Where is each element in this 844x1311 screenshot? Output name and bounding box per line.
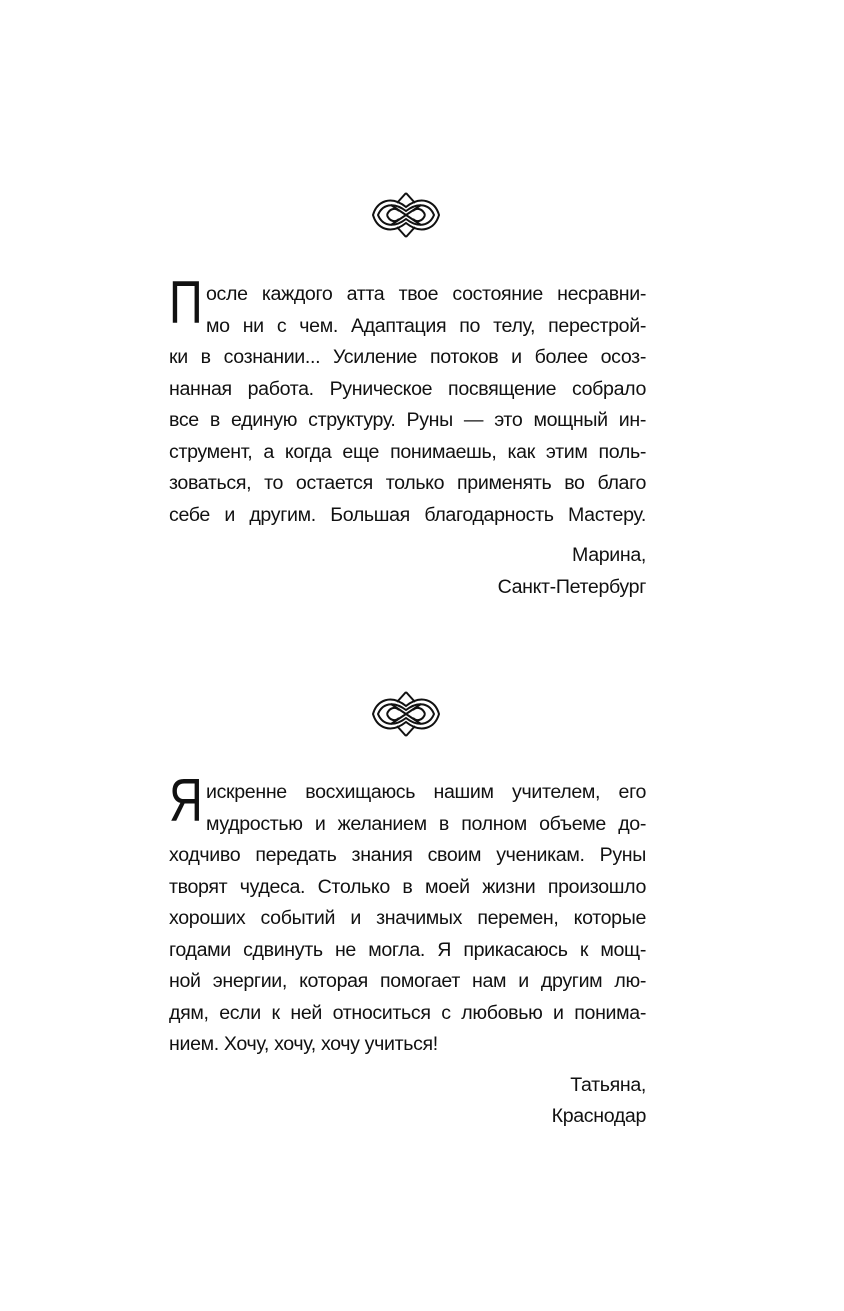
text-line: осле каждого атта твое состояние несравни- (206, 283, 646, 305)
text-line: нием. Хочу, хочу, хочу учиться! (169, 1033, 438, 1055)
text-line: струмент, а когда еще понимаешь, как этим поль- (169, 440, 646, 463)
author-city: Краснодар (551, 1105, 646, 1127)
text-line: дям, если к ней относиться с любовью и понима- (169, 1001, 646, 1024)
testimonial-text (169, 269, 646, 531)
text-line: зоваться, то остается только применять во благо (169, 472, 646, 494)
testimonial-1 (169, 269, 646, 603)
text-line: ходчиво передать знания своим ученикам. Руны (169, 844, 646, 866)
text-line: себе и другим. Большая благодарность Мастеру. (169, 503, 646, 526)
author-city: Санкт-Петербург (497, 575, 646, 598)
author-name: Татьяна, (570, 1073, 646, 1096)
text-line: искренне восхищаюсь нашим учителем, его (206, 781, 646, 803)
text-line: все в единую структуру. Руны — это мощный ин- (169, 409, 646, 431)
testimonial-2 (169, 767, 646, 1133)
text-line: ной энергии, которая помогает нам и другим лю- (169, 970, 646, 992)
celtic-knot-icon (367, 688, 445, 740)
author-name: Марина, (572, 544, 646, 566)
celtic-knot-icon (367, 189, 445, 241)
text-line: годами сдвинуть не могла. Я прикасаюсь к мощ- (169, 938, 646, 961)
text-line: хороших событий и значимых перемен, которые (169, 907, 646, 929)
text-line: мо ни с чем. Адаптация по телу, перестрой- (206, 314, 646, 337)
drop-cap: Я (169, 767, 203, 834)
text-line: нанная работа. Руническое посвящение собрало (169, 377, 646, 400)
testimonial-text (169, 767, 646, 1061)
signature (169, 540, 646, 603)
text-line: творят чудеса. Столько в моей жизни произошло (169, 875, 646, 898)
drop-cap: П (169, 269, 203, 336)
text-line: ки в сознании... Усиление потоков и более осоз- (169, 346, 646, 368)
signature (169, 1070, 646, 1133)
text-line: мудростью и желанием в полном объеме до- (206, 812, 646, 835)
